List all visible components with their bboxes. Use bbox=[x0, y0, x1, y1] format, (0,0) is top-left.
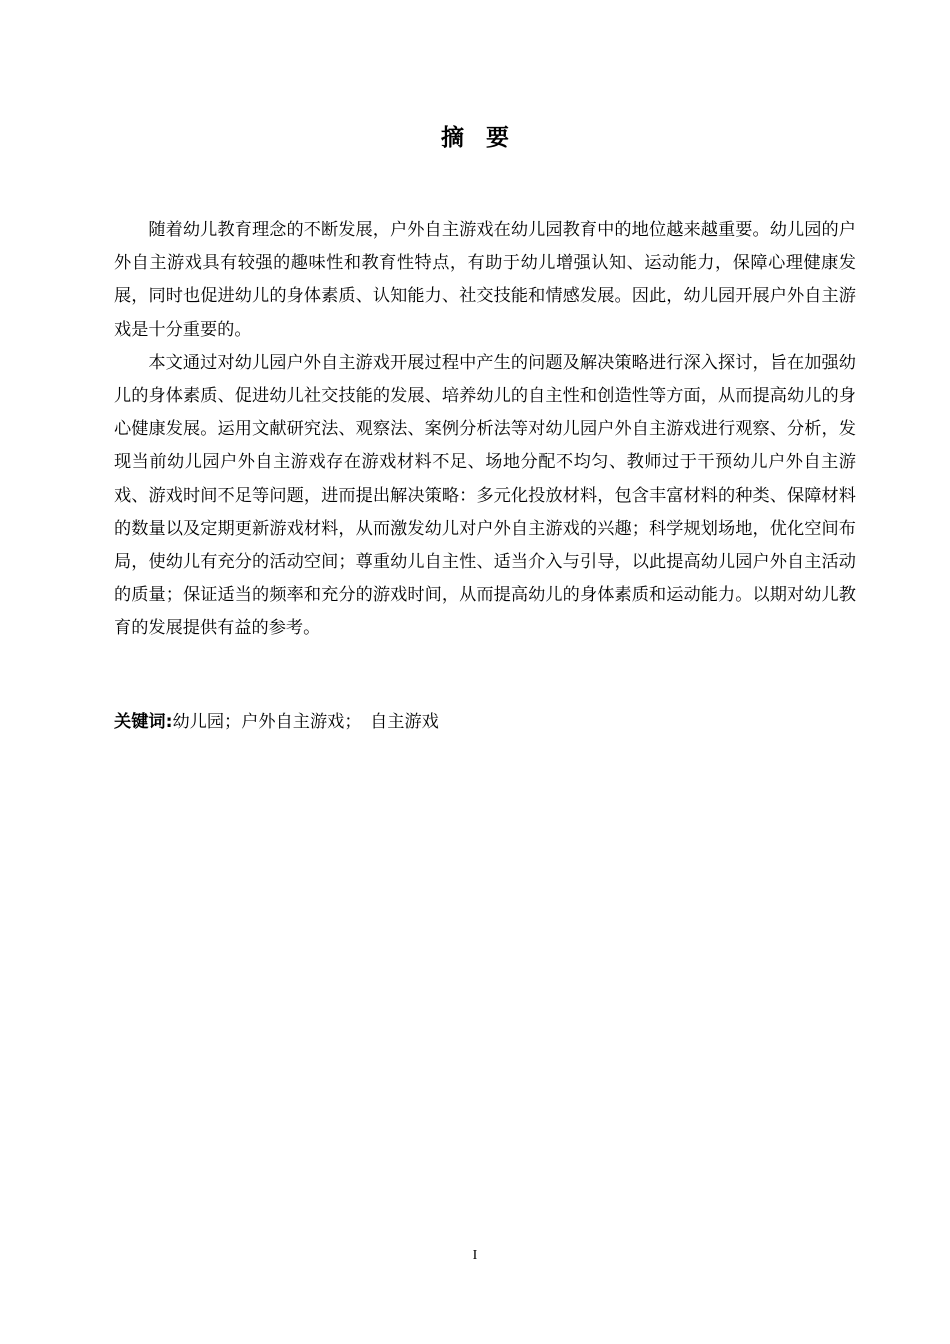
abstract-paragraph: 本文通过对幼儿园户外自主游戏开展过程中产生的问题及解决策略进行深入探讨，旨在加强幼儿的身体素质、促进幼儿社交技能的发展、培养幼儿的自主性和创造性等方面，从而提高幼儿的身心健康发展。运用文献研究法、观察法、案例分析法等对幼儿园户外自主游戏进行观察、分析，发现当前幼儿园户外自主游戏存在游戏材料不足、场地分配不均匀、教师过于干预幼儿户外自主游戏、游戏时间不足等问题，进而提出解决策略：多元化投放材料，包含丰富材料的种类、保障材料的数量以及定期更新游戏材料，从而激发幼儿对户外自主游戏的兴趣；科学规划场地，优化空间布局，使幼儿有充分的活动空间；尊重幼儿自主性、适当介入与引导，以此提高幼儿园户外自主活动的质量；保证适当的频率和充分的游戏时间，从而提高幼儿的身体素质和运动能力。以期对幼儿教育的发展提供有益的参考。 bbox=[114, 352, 856, 639]
keywords-label: 关键词: bbox=[114, 712, 173, 732]
keywords-value: 幼儿园；户外自主游戏； 自主游戏 bbox=[172, 712, 439, 732]
keywords-line bbox=[114, 706, 856, 739]
abstract-paragraph: 随着幼儿教育理念的不断发展，户外自主游戏在幼儿园教育中的地位越来越重要。幼儿园的户外自主游戏具有较强的趣味性和教育性特点，有助于幼儿增强认知、运动能力，保障心理健康发展，同时也促进幼儿的身体素质、认知能力、社交技能和情感发展。因此，幼儿园开展户外自主游戏是十分重要的。 bbox=[114, 220, 856, 340]
abstract-body bbox=[114, 214, 856, 646]
abstract-title: 摘要 bbox=[441, 125, 531, 151]
page-number: I bbox=[472, 1248, 478, 1263]
